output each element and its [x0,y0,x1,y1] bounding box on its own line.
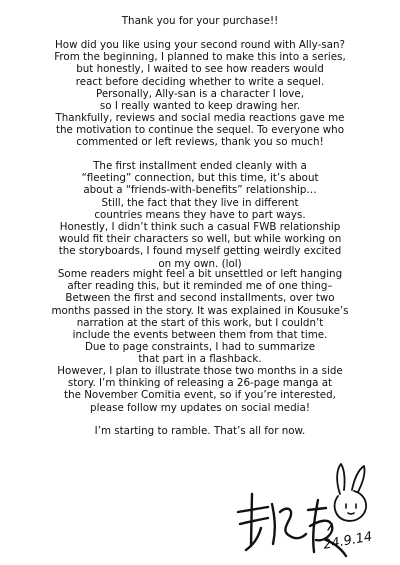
afterword-paragraph-series: How did you like using your second round with Ally-san? From the beginning, I planned to make this into a series, but honestly, I waited to see how readers would react before deciding whether to write a sequel. Personally, Ally-san is a character I love, so I really wanted to keep drawing her. [54,39,346,113]
bunny-doodle-icon [335,464,367,521]
afterword-paragraph-unsettled: Some readers might feel a bit unsettled or left hanging after reading this, but it reminded me of one thing– Between the first and second installments, over two months passed in the story. It was explained in Kousuke’s narration at the start of this work, but I couldn’t include the events between them from that time. Due to page constraints, I had to summarize that part in a flashback. [51,268,349,366]
signature-date: 24.9.14 [322,529,374,553]
afterword-closing: I’m starting to ramble. That’s all for now. [94,425,306,437]
afterword-paragraph-storyboards: Honestly, I didn’t think such a casual FWB relationship would fit their characters so well, but while working on the storyboards, I found myself getting weirdly excited on my own. (lol) [58,221,342,270]
afterword-paragraph-fwb: The first installment ended cleanly with a “fleeting” connection, but this time, it’s about about a “friends-with-benefits” relationship… Still, the fact that they live in different countries means they have to part ways. [81,160,319,221]
handwritten-signature [228,460,378,560]
afterword-thanks: Thank you for your purchase!! [121,15,279,27]
signature-glyph-1 [238,494,275,550]
afterword-paragraph-side-story: However, I plan to illustrate those two months in a side story. I’m thinking of releasing a 26-page manga at the November Comitia event, so if you’re interested, please follow my updates on social media! [57,365,343,414]
afterword-paragraph-reviews: Thankfully, reviews and social media reactions gave me the motivation to continue the sequel. To everyone who commented or left reviews, thank you so much! [55,112,345,149]
signature-glyph-2 [280,509,306,539]
